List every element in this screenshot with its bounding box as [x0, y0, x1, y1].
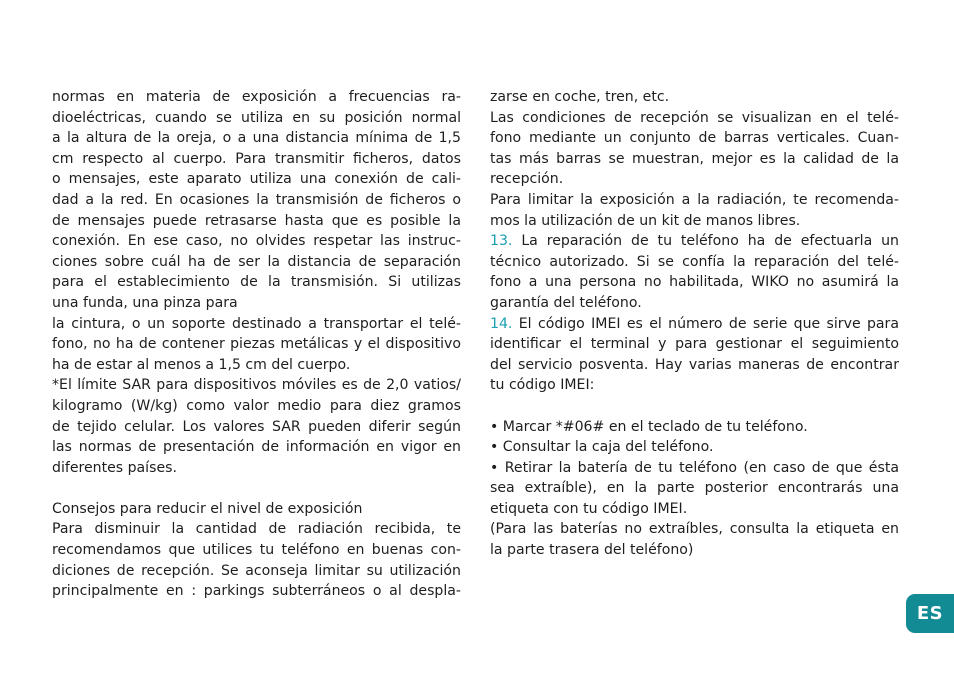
- continuation-paragraph: [490, 87, 899, 108]
- text-line: Para disminuir la cantidad de radiación recibida, te: [52, 521, 461, 538]
- text-line: una funda, una pinza para: [52, 294, 238, 311]
- text-line: recepción.: [490, 171, 564, 188]
- text-line: diciones de recepción. Se aconseja limitar su utilización: [52, 562, 461, 579]
- text-line: identificar el terminal y para gestionar el seguimiento: [490, 336, 899, 353]
- text-line: (Para las baterías no extraíbles, consulta la etiqueta en: [490, 521, 899, 538]
- right-column: [490, 87, 899, 561]
- text-line: garantía del teléfono.: [490, 294, 642, 311]
- left-column: [52, 87, 461, 602]
- paragraph-spacer: [52, 478, 461, 499]
- text-line: ha de estar al menos a 1,5 cm del cuerpo.: [52, 356, 351, 373]
- battery-note: [490, 519, 899, 560]
- reception-paragraph: [490, 108, 899, 190]
- text-line: de tejido celular. Los valores SAR pueden diferir según: [52, 418, 461, 435]
- text-line: de mensajes puede retrasarse hasta que es posible la: [52, 212, 461, 229]
- intro-paragraph: [52, 87, 461, 314]
- text-line: para el establecimiento de la transmisión. Si utilizas: [52, 274, 461, 291]
- text-line: mos la utilización de un kit de manos libres.: [490, 212, 801, 229]
- text-line: o mensajes, este aparato utiliza una conexión de cali-: [52, 171, 461, 188]
- text-line: Las condiciones de recepción se visualizan en el telé-: [490, 109, 899, 126]
- text-line: tu código IMEI:: [490, 377, 595, 394]
- item-text: La reparación de tu teléfono ha de efectuarla un: [512, 233, 899, 250]
- text-line: diferentes países.: [52, 459, 177, 476]
- item-number: 13.: [490, 233, 513, 250]
- text-line: del servicio posventa. Hay varias maneras de encontrar: [490, 356, 899, 373]
- text-line: • Marcar *#06# en el teclado de tu teléfono.: [490, 418, 808, 435]
- text-line: cm respecto al cuerpo. Para transmitir ficheros, datos: [52, 150, 461, 167]
- language-tab-label: ES: [916, 603, 944, 624]
- text-line: [490, 231, 899, 252]
- text-line: etiqueta con tu código IMEI.: [490, 500, 688, 517]
- text-line: ciones sobre cuál ha de ser la distancia de separación: [52, 253, 461, 270]
- heading-text: Consejos para reducir el nivel de exposición: [52, 500, 363, 517]
- text-line: fono, no ha de contener piezas metálicas y el dispositivo: [52, 336, 461, 353]
- text-line: conexión. En ese caso, no olvides respetar las instruc-: [52, 233, 461, 250]
- text-line: a la altura de la oreja, o a una distancia mínima de 1,5: [52, 130, 461, 147]
- sar-paragraph: [52, 375, 461, 478]
- item-14: [490, 314, 899, 396]
- bullet-item: [490, 437, 899, 458]
- text-line: [490, 314, 899, 335]
- text-line: kilogramo (W/kg) como valor medio para diez gramos: [52, 397, 461, 414]
- item-13: [490, 231, 899, 313]
- item-text: El código IMEI es el número de serie que sirve para: [512, 315, 899, 332]
- item-number: 14.: [490, 315, 513, 332]
- text-line: tas más barras se muestran, mejor es la calidad de la: [490, 150, 899, 167]
- text-line: recomendamos que utilices tu teléfono en buenas con-: [52, 542, 461, 559]
- text-line: técnico autorizado. Si se confía la reparación del telé-: [490, 253, 899, 270]
- text-line: dad a la red. En ocasiones la transmisión de ficheros o: [52, 191, 461, 208]
- text-line: dioeléctricas, cuando se utiliza en su posición normal: [52, 109, 461, 126]
- text-line: normas en materia de exposición a frecuencias ra-: [52, 89, 461, 105]
- text-line: fono a una persona no habilitada, WIKO no asumirá la: [490, 274, 899, 291]
- text-line: *El límite SAR para dispositivos móviles es de 2,0 vatios/: [52, 377, 461, 394]
- paragraph-spacer: [490, 396, 899, 417]
- text-line: fono mediante un conjunto de barras verticales. Cuan-: [490, 130, 899, 147]
- exposure-tips-paragraph: [52, 519, 461, 601]
- language-tab: [906, 594, 954, 633]
- text-line: las normas de presentación de información en vigor en: [52, 439, 461, 456]
- bullet-item: [490, 458, 899, 520]
- belt-clip-paragraph: [52, 314, 461, 376]
- text-line: Para limitar la exposición a la radiación, te recomenda-: [490, 191, 899, 208]
- text-line: sea extraíble), en la parte posterior encontrarás una: [490, 480, 899, 497]
- text-line: • Retirar la batería de tu teléfono (en caso de que ésta: [490, 459, 899, 476]
- section-heading: [52, 499, 461, 520]
- text-line: la parte trasera del teléfono): [490, 542, 694, 559]
- text-line: zarse en coche, tren, etc.: [490, 89, 670, 105]
- handsfree-paragraph: [490, 190, 899, 231]
- text-line: • Consultar la caja del teléfono.: [490, 439, 714, 456]
- text-line: la cintura, o un soporte destinado a transportar el telé-: [52, 315, 461, 332]
- text-line: principalmente en : parkings subterráneos o al despla-: [52, 583, 461, 600]
- bullet-item: [490, 417, 899, 438]
